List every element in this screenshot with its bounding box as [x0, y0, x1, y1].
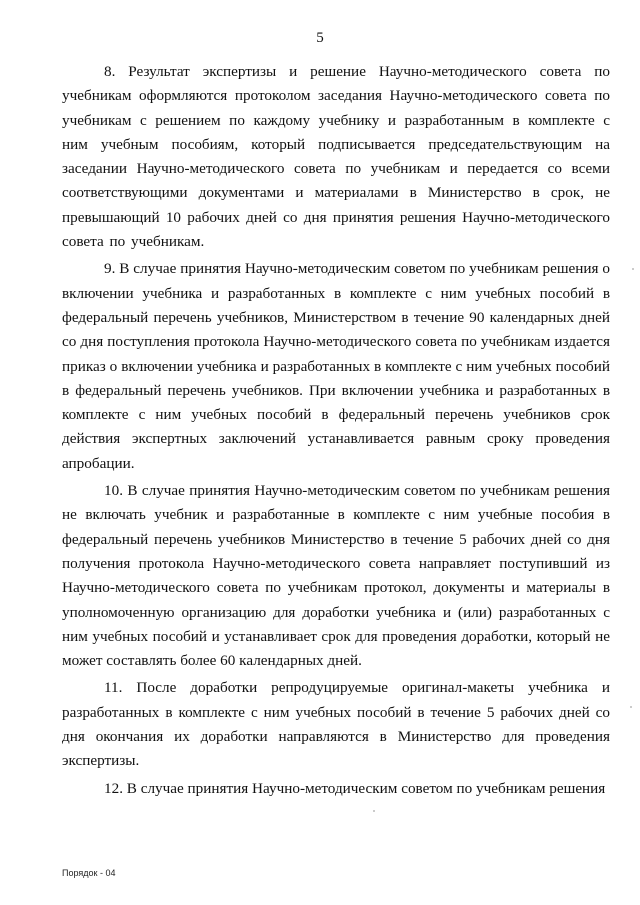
document-footer: Порядок - 04 — [62, 868, 116, 878]
paragraph-9: 9. В случае принятия Научно-методическим советом по учебникам решения о включении учебника и разработанных в комплекте с ним учебных пособий в федеральный перечень учебников, Министерством в течение 90 календарных дней со дня поступления протокола Научно-методического совета по учебникам издается приказ о включении учебника и разработанных в комплекте с ним учебных пособий в федеральный перечень учебников. При включении учебника и разработанных в комплекте с ним учебных пособий в федеральный перечень учебников срок действия экспертных заключений устанавливается равным сроку проведения апробации. — [62, 260, 610, 472]
paragraph-12: 12. В случае принятия Научно-методическим советом по учебникам решения — [104, 779, 606, 797]
paragraph-10: 10. В случае принятия Научно-методическим советом по учебникам решения не включать учебник и разработанные в комплекте с ним учебные пособия в федеральный перечень учебников Министерство в течение 5 рабочих дней со дня получения протокола Научно-методического совета направляет поступивший из Научно-методического совета по учебникам протокол, документы и материалы в уполномоченную организацию для доработки учебника и (или) разработанных с ним учебных пособий и устанавливает срок для проведения доработки, который не может составлять более 60 календарных дней. — [62, 482, 610, 670]
scan-speck — [630, 706, 632, 708]
document-body — [62, 60, 610, 804]
scan-speck — [373, 810, 375, 812]
scan-speck — [632, 268, 634, 270]
page-number: 5 — [316, 30, 324, 46]
paragraph-8: 8. Результат экспертизы и решение Научно-методического совета по учебникам оформляются протоколом заседания Научно-методического совета по учебникам с решением по каждому учебнику и разработанным в комплекте с ним учебным пособиям, который подписывается председательствующим на заседании Научно-методического совета по учебникам и передается со всеми соответствующими документами и материалами в Министерство в срок, не превышающий 10 рабочих дней со дня принятия решения Научно-методического совета по учебникам. — [62, 63, 610, 251]
paragraph-11: 11. После доработки репродуцируемые оригинал-макеты учебника и разработанных в комплекте с ним учебных пособий в течение 5 рабочих дней со дня окончания их доработки направляются в Министерство для проведения экспертизы. — [62, 679, 610, 770]
